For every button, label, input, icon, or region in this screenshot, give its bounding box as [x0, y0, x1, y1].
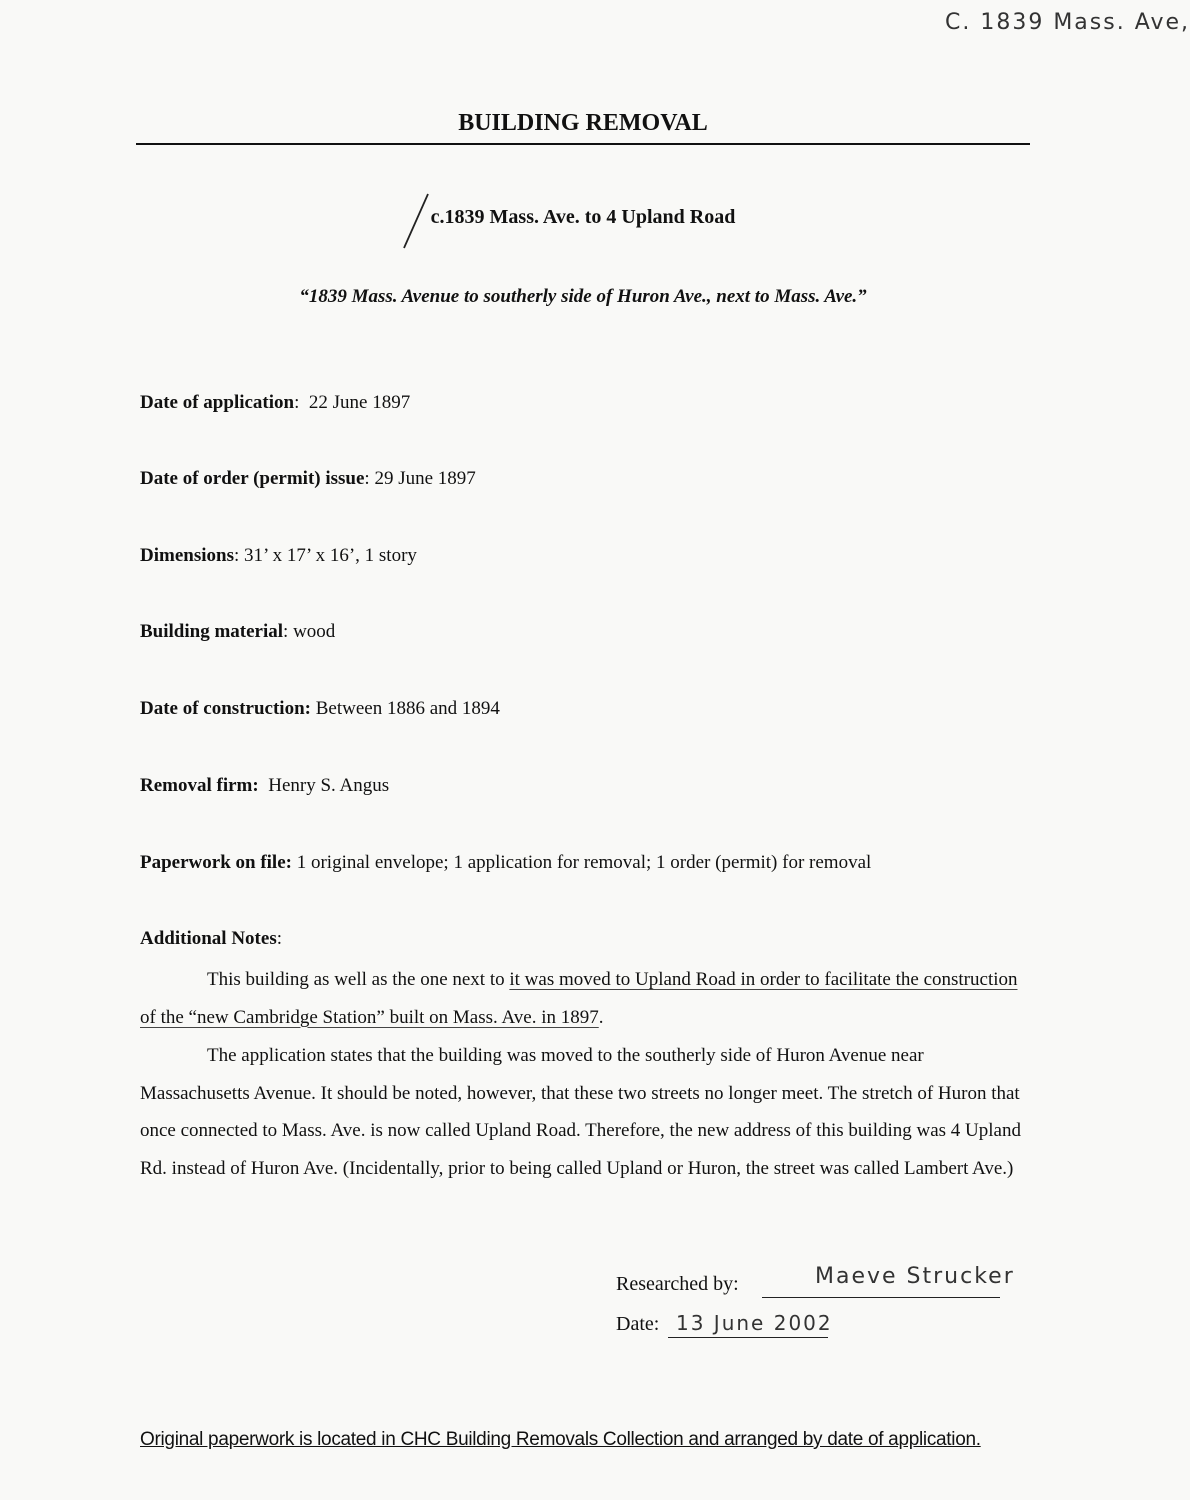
field-value: 31’ x 17’ x 16’, 1 story — [244, 545, 417, 566]
subtitle: c.1839 Mass. Ave. to 4 Upland Road — [430, 206, 736, 228]
address-quote: “1839 Mass. Avenue to southerly side of Huron Ave., next to Mass. Ave.” — [299, 286, 867, 307]
field-date-of-application — [140, 392, 410, 414]
researched-by-signature: Maeve Strucker — [815, 1264, 1015, 1289]
field-label: Paperwork on file: — [140, 852, 292, 873]
date-line — [668, 1337, 828, 1338]
corner-handwritten-note: C. 1839 Mass. Ave, — [945, 10, 1190, 35]
title-rule — [136, 143, 1030, 145]
field-label: Date of order (permit) issue — [140, 468, 365, 489]
field-dimensions — [140, 545, 417, 567]
field-value: 29 June 1897 — [374, 468, 476, 489]
notes-p1-start: This building as well as the one next to — [207, 969, 510, 990]
field-label: Building material — [140, 621, 284, 642]
field-sep: : — [294, 392, 309, 413]
notes-label: Additional Notes — [140, 928, 277, 949]
researched-by-line — [762, 1297, 1000, 1298]
field-label: Date of construction: — [140, 698, 311, 719]
date-handwritten: 13 June 2002 — [676, 1311, 833, 1335]
field-sep: : — [364, 468, 375, 489]
field-paperwork-on-file — [140, 852, 871, 874]
field-sep: : — [233, 545, 244, 566]
field-value: Henry S. Angus — [268, 775, 390, 796]
field-date-of-order — [140, 468, 476, 490]
field-label: Date of application — [140, 392, 295, 413]
researched-by-label: Researched by: — [616, 1273, 739, 1295]
notes-colon: : — [276, 928, 282, 949]
field-label: Removal firm: — [140, 775, 259, 796]
field-building-material — [140, 621, 335, 643]
notes-paragraph-2: The application states that the building was moved to the southerly side of Huron Avenue near Massachusetts Avenue. It should be noted, however, that these two streets no longer meet. The stretch of Huron that once connected to Mass. Ave. is now called Upland Road. Therefore, the new address of this building was 4 Upland Rd. instead of Huron Ave. (Incidentally, prior to being called Upland or Huron, the street was called Lambert Ave.) — [140, 1045, 1021, 1179]
date-label: Date: — [616, 1313, 660, 1335]
field-date-of-construction — [140, 698, 500, 720]
notes-p1-underlined: it was moved to Upland Road in order to facilitate the construction of the “new Cambridge Station” built on Mass. Ave. in 1897 — [140, 969, 1018, 1028]
notes-p1-end: . — [598, 1006, 604, 1028]
field-sep: : — [283, 621, 294, 642]
handwritten-slash-mark — [398, 190, 434, 252]
field-label: Dimensions — [140, 545, 234, 566]
field-value: 22 June 1897 — [308, 392, 411, 413]
notes-paragraph-1 — [140, 961, 1025, 1036]
field-value: Between 1886 and 1894 — [315, 698, 500, 719]
field-value: wood — [293, 621, 336, 642]
page-title: BUILDING REMOVAL — [458, 110, 708, 136]
field-removal-firm — [140, 775, 389, 797]
additional-notes-heading — [140, 928, 282, 950]
footer-note: Original paperwork is located in CHC Building Removals Collection and arranged by date of application. — [140, 1429, 981, 1450]
field-sep — [259, 775, 269, 796]
field-value: 1 original envelope; 1 application for removal; 1 order (permit) for removal — [296, 852, 872, 873]
